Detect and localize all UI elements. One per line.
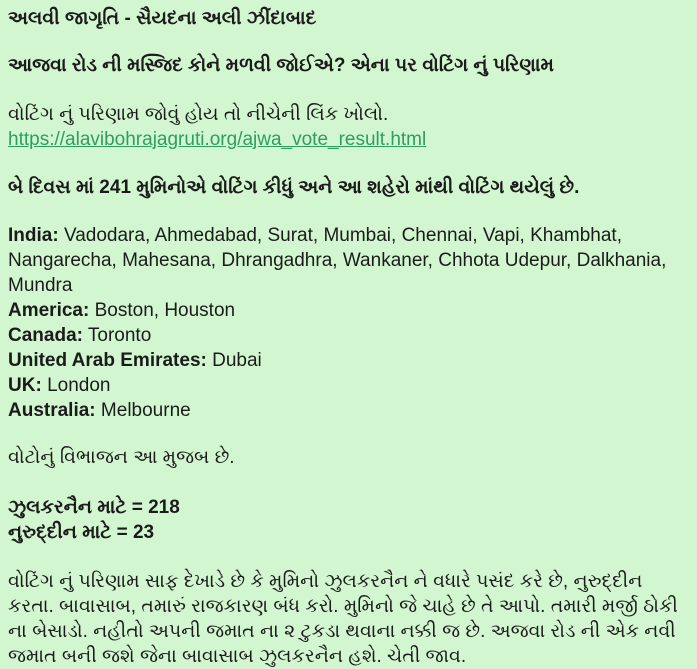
location-cities: Dubai bbox=[212, 350, 262, 371]
location-cities: Toronto bbox=[87, 325, 152, 346]
location-country-label: Canada: bbox=[8, 325, 83, 346]
link-intro-text: વોટિંગ નું પરિણામ જોવું હોય તો નીચેની લિંક ખોલો. bbox=[8, 104, 389, 125]
location-row-america bbox=[8, 298, 687, 323]
location-row-australia bbox=[8, 398, 687, 423]
locations-list bbox=[8, 223, 687, 423]
page-subtitle: આજવા રોડ ની મસ્જિદ કોને મળવી જોઈએ? એના પર વોટિંગ નું પરિણામ bbox=[8, 55, 554, 76]
location-cities: Boston, Houston bbox=[94, 300, 236, 321]
location-row-uk bbox=[8, 373, 687, 398]
link-paragraph bbox=[8, 102, 687, 152]
location-country-label: India: bbox=[8, 225, 59, 246]
vote-counts bbox=[8, 495, 687, 545]
vote-count-zulqarnain: ઝુલકરનૈન માટે = 218 bbox=[8, 497, 180, 518]
vote-split-intro: વોટોનું વિભાજન આ મુજબ છે. bbox=[8, 447, 235, 468]
location-row-canada bbox=[8, 323, 687, 348]
conclusion-paragraph: વોટિંગ નું પરિણામ સાફ દેખાડે છે કે મુમિનો ઝુલકરનૈન ને વધારે પસંદ કરે છે, નુરુદ્દીન કરતા. બાવાસાબ, તમારું રાજકારણ બંધ કરો. મુમિનો જે ચાહે છે તે આપો. તમારી મર્જી ઠોકી ના બેસાડો. નહીતો અપની જમાત ના ૨ ટુકડા થવાના નક્કી જ છે. અજવા રોડ ની એક નવી જમાત બની જશે જેના બાવાસાબ ઝુલકરનૈન હશે. ચેતી જાવ. bbox=[8, 571, 678, 667]
location-cities: London bbox=[47, 375, 111, 396]
location-cities: Melbourne bbox=[100, 400, 191, 421]
voting-summary-text: બે દિવસ માં 241 મુમિનોએ વોટિંગ કીધું અને આ શહેરો માંથી વોટિંગ થયેલું છે. bbox=[8, 177, 580, 198]
page-title: અલવી જાગૃતિ - સૈયદના અલી ઝીંદાબાદ bbox=[8, 8, 317, 29]
vote-result-link[interactable]: https://alavibohrajagruti.org/ajwa_vote_result.html bbox=[8, 129, 427, 150]
location-row-india bbox=[8, 223, 687, 298]
location-country-label: Australia: bbox=[8, 400, 96, 421]
vote-count-nuruddin: નુરુદ્દીન માટે = 23 bbox=[8, 522, 155, 543]
location-country-label: UK: bbox=[8, 375, 42, 396]
location-row-uae bbox=[8, 348, 687, 373]
location-country-label: America: bbox=[8, 300, 90, 321]
location-country-label: United Arab Emirates: bbox=[8, 350, 207, 371]
location-cities: Vadodara, Ahmedabad, Surat, Mumbai, Chennai, Vapi, Khambhat, Nangarecha, Mahesana, Dhrangadhra, Wankaner, Chhota Udepur, Dalkhania, Mundra bbox=[8, 225, 667, 296]
